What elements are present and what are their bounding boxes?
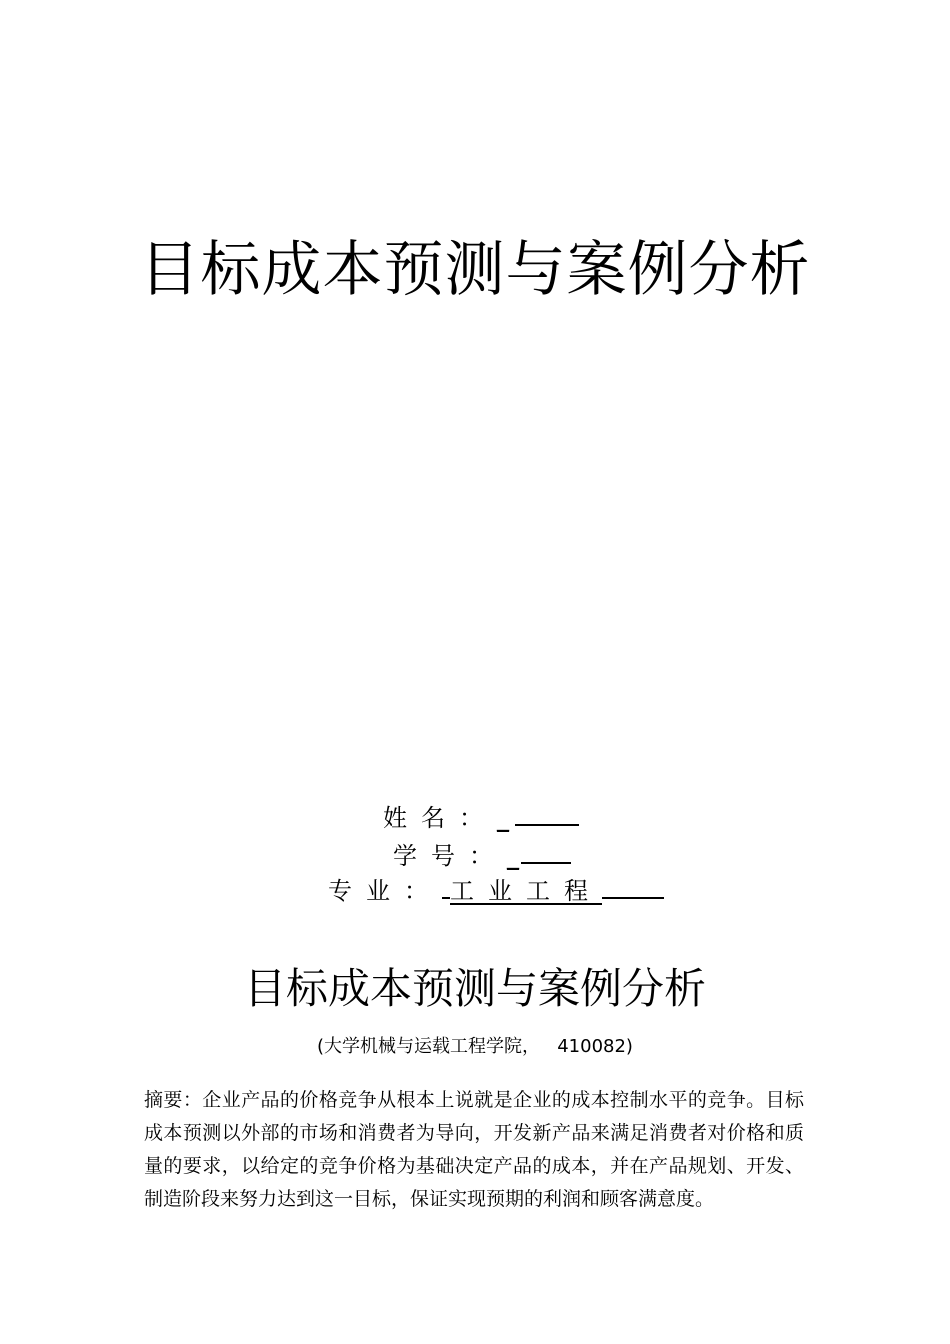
major-value: 工业工程 (450, 877, 602, 905)
name-blank-line (515, 800, 579, 826)
student-id-colon: ： (469, 842, 493, 870)
major-colon: ： (404, 877, 428, 905)
name-label: 姓名 (383, 804, 459, 832)
student-id-row (393, 838, 571, 872)
name-colon: ： (459, 804, 483, 832)
cover-title: 目标成本预测与案例分析 (139, 235, 811, 305)
affiliation: (大学机械与运载工程学院， 410082) (317, 1036, 633, 1057)
paper-title: 目标成本预测与案例分析 (243, 964, 706, 1013)
major-blank-lead (442, 873, 450, 899)
abstract: 摘要：企业产品的价格竞争从根本上说就是企业的成本控制水平的竞争。目标成本预测以外部的市场和消费者为导向，开发新产品来满足消费者对价格和质量的要求，以给定的竞争价格为基础决定产品的成本，并在产品规划、开发、制造阶段来努力达到这一目标，保证实现预期的利润和顾客满意度。 (144, 1089, 804, 1210)
student-id-label: 学号 (393, 842, 469, 870)
major-label: 专业 (328, 877, 404, 905)
name-row (383, 800, 579, 834)
major-blank-line (602, 873, 664, 899)
student-id-value: _ (507, 842, 519, 870)
student-id-blank-line (521, 838, 571, 864)
major-row (328, 873, 664, 907)
name-value: _ (497, 804, 509, 832)
